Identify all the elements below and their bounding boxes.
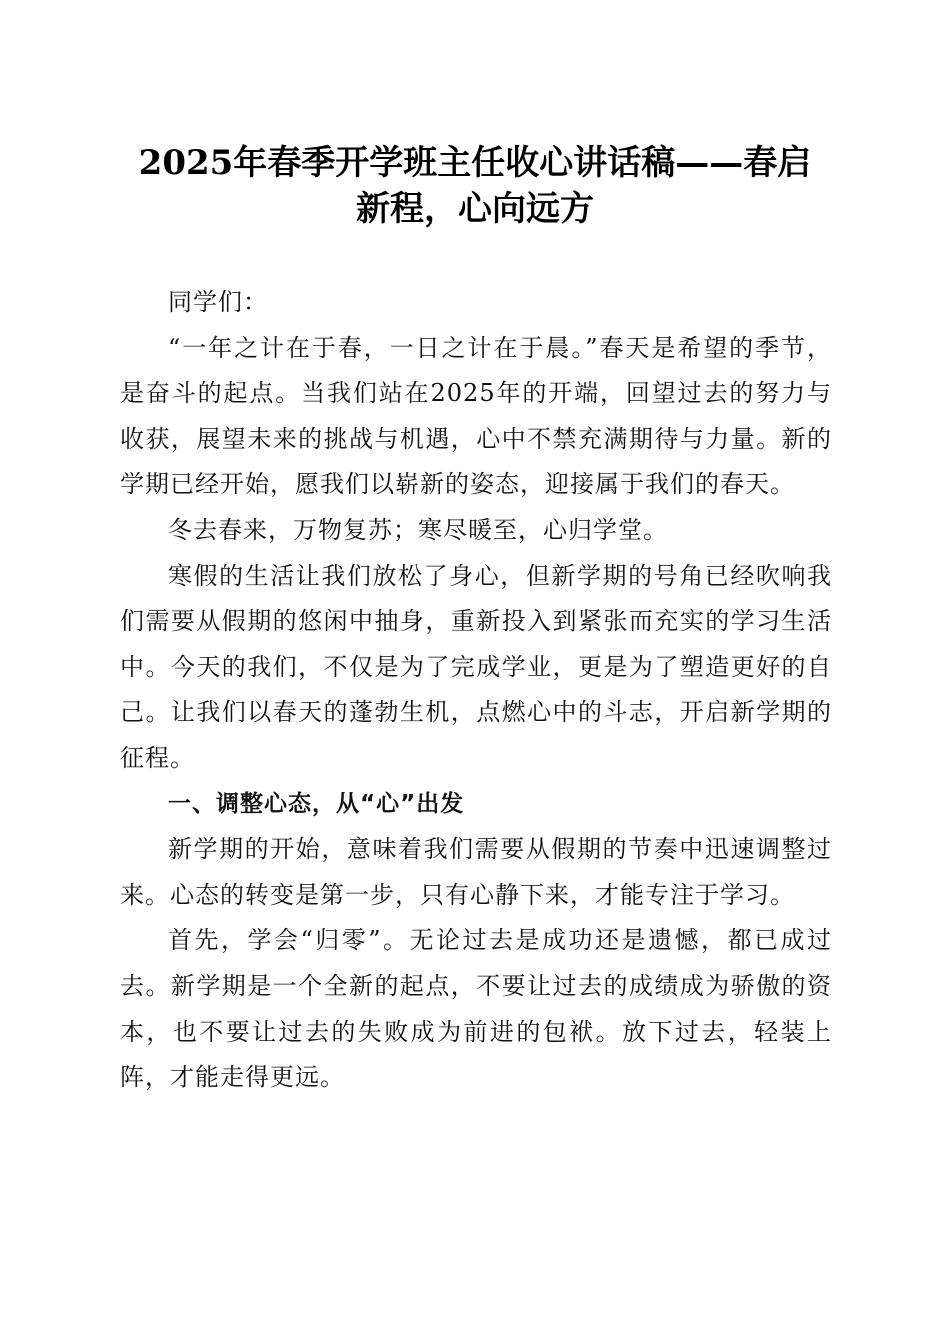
title-line-2: 新程，心向远方 [356,189,594,229]
document-body [120,280,832,1101]
salutation: 同学们： [168,288,268,316]
paragraph-reset: 首先，学会“归零”。无论过去是成功还是遗憾，都已成过去。新学期是一个全新的起点，不要让过去的成绩成为骄傲的资本，也不要让过去的失败成为前进的包袱。放下过去，轻装上阵，才能走得更远。 [120,926,832,1092]
title-line-1: 2025年春季开学班主任收心讲话稿——春启 [138,143,812,183]
paragraph-spring-quote: “一年之计在于春，一日之计在于晨。”春天是希望的季节，是奋斗的起点。当我们站在2025年的开端，回望过去的努力与收获，展望未来的挑战与机遇，心中不禁充满期待与力量。新的学期已经开始，愿我们以崭新的姿态，迎接属于我们的春天。 [120,333,832,499]
paragraph-winter-spring: 冬去春来，万物复苏；寒尽暖至，心归学堂。 [168,515,668,544]
section-heading-1: 一、调整心态，从“心”出发 [168,790,465,817]
paragraph-new-semester: 新学期的开始，意味着我们需要从假期的节奏中迅速调整过来。心态的转变是第一步，只有心静下来，才能专注于学习。 [120,835,832,909]
document-title [110,140,840,232]
paragraph-winter-break: 寒假的生活让我们放松了身心，但新学期的号角已经吹响我们需要从假期的悠闲中抽身，重新投入到紧张而充实的学习生活中。今天的我们，不仅是为了完成学业，更是为了塑造更好的自己。让我们以春天的蓬勃生机，点燃心中的斗志，开启新学期的征程。 [120,561,832,772]
